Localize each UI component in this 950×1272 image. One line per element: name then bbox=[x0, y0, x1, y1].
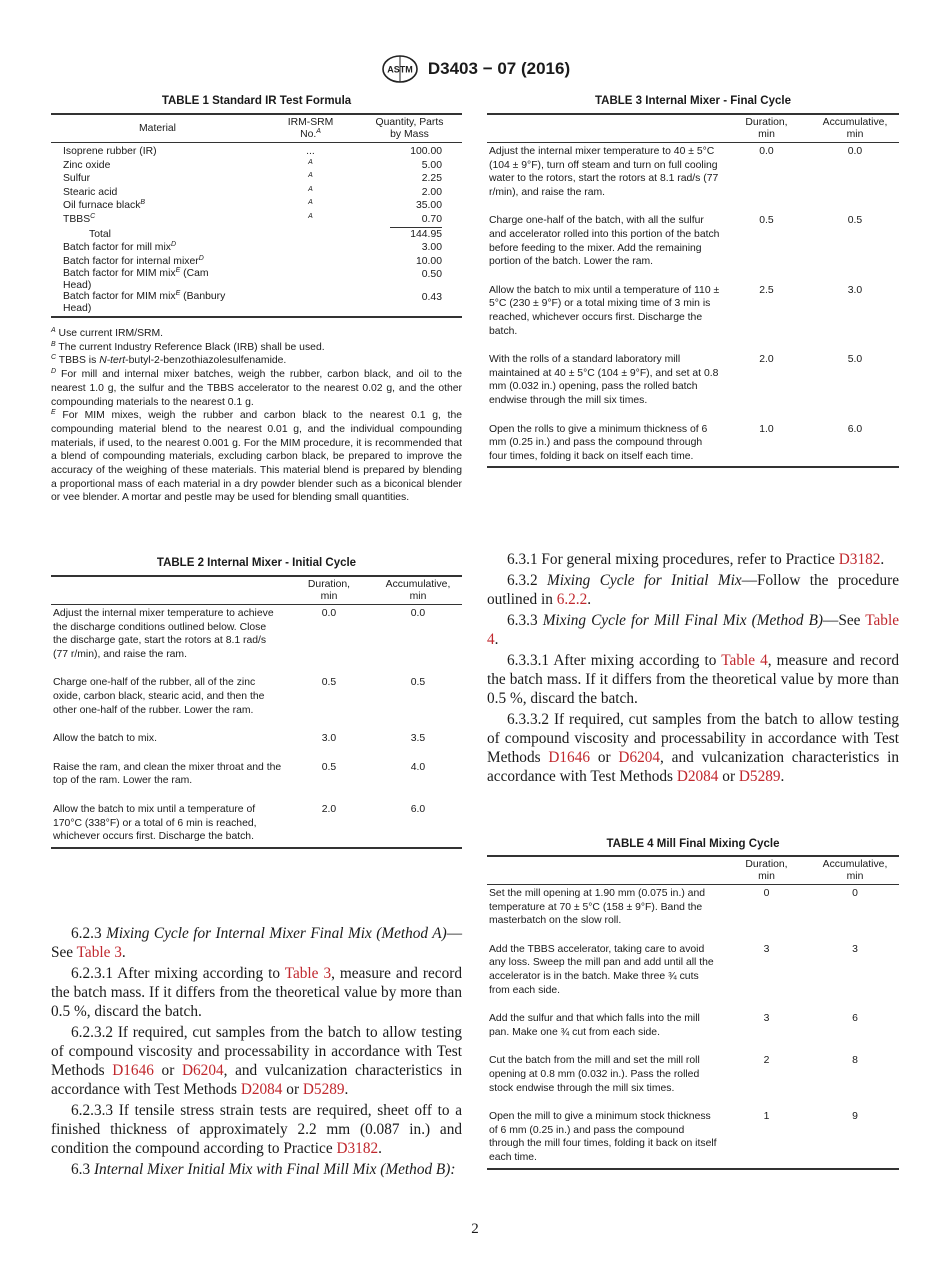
link-d2084[interactable]: D2084 bbox=[240, 1081, 283, 1098]
link-d5289[interactable]: D5289 bbox=[738, 768, 781, 785]
link-d6204[interactable]: D6204 bbox=[618, 749, 661, 766]
para-6-3: 6.3 Internal Mixer Initial Mix with Final Mill Mix (Method B): bbox=[71, 1161, 456, 1178]
page-number: 2 bbox=[471, 1221, 479, 1237]
link-table-3[interactable]: Table 3 bbox=[284, 965, 332, 982]
table1-col-irm: IRM-SRM No.$^A$ bbox=[264, 114, 357, 143]
table1-footnotes bbox=[51, 327, 462, 505]
table-row: Charge one-half of the rubber, all of the zinc oxide, carbon black, stearic acid, and then the other one-half of the rubber. Lower the ram. 0.5 0.5 bbox=[53, 677, 426, 716]
table-row: Add the TBBS accelerator, taking care to avoid any loss. Sweep the mill pan and add until all the accelerator is in the batch. Make three ¾ cuts from each side. 3 3 bbox=[489, 943, 858, 996]
table-row: Oil furnace black$^B$ $^A$ 35.00 bbox=[63, 199, 442, 212]
table1-col-quantity: Quantity, Parts by Mass bbox=[357, 114, 462, 143]
table-row: Batch factor for internal mixer$^D$ 10.00 bbox=[63, 254, 442, 267]
astm-logo bbox=[380, 54, 420, 84]
table-row: Stearic acid $^A$ 2.00 bbox=[63, 185, 442, 198]
footnote-a: $^A$ Use current IRM/SRM. bbox=[51, 327, 164, 339]
link-table-4[interactable]: Table 4 bbox=[721, 652, 768, 669]
link-d6204[interactable]: D6204 bbox=[181, 1062, 224, 1079]
link-table-3[interactable]: Table 3 bbox=[76, 944, 122, 961]
table-row: Open the mill to give a minimum stock thickness of 6 mm (0.25 in.) and pass the compound through the mill four times, folding it back on itself each time. 1 9 bbox=[487, 1110, 899, 1168]
table1 bbox=[51, 113, 462, 318]
link-6-2-2[interactable]: 6.2.2 bbox=[556, 591, 588, 608]
para-6-3-3-1: 6.3.3.1 After mixing according to Table 4, measure and record the batch mass. If it differs from the theoretical value by more than 0.5 %, discard the batch. bbox=[487, 652, 899, 707]
table-row: $TBBS^C$ $^A$ 0.70 bbox=[51, 213, 462, 228]
table2 bbox=[51, 575, 462, 849]
table3-col-accumulative: Accumulative, min bbox=[811, 114, 899, 143]
table-row: Allow the batch to mix. 3.0 3.5 bbox=[53, 733, 426, 745]
table4-col-accumulative: Accumulative, min bbox=[811, 856, 899, 885]
table-row: Zinc oxide $^A$ 5.00 bbox=[63, 158, 442, 171]
table2-col-accumulative: Accumulative, min bbox=[374, 576, 462, 605]
left-body-text bbox=[51, 924, 462, 1181]
para-6-3-1: 6.3.1 For general mixing procedures, refer to Practice D3182. bbox=[507, 551, 885, 568]
table1-col-material: Material bbox=[51, 114, 264, 143]
para-6-3-3-2: 6.3.3.2 If required, cut samples from the batch to allow testing of compound viscosity and processability in accordance with Test Methods D1646 or D6204, and vulcanization characteristics in accordance with Test Methods D2084 or D5289. bbox=[487, 711, 899, 785]
para-6-2-3-1: 6.2.3.1 After mixing according to Table 3, measure and record the batch mass. If it differs from the theoretical value by more than 0.5 %, discard the batch. bbox=[51, 965, 462, 1020]
table-row: Allow the batch to mix until a temperature of 170°C (338°F) or a total of 6 min is reached, whichever occurs first. Discharge the batch. 2.0 6.0 bbox=[51, 803, 462, 848]
table4-title: TABLE 4 Mill Final Mixing Cycle bbox=[606, 838, 780, 850]
table3-col-duration: Duration, min bbox=[722, 114, 811, 143]
table3-title: TABLE 3 Internal Mixer - Final Cycle bbox=[595, 95, 791, 107]
table-row: Sulfur $^A$ 2.25 bbox=[63, 172, 442, 185]
astm-logo-text: ASTM bbox=[387, 64, 413, 75]
table-row: Charge one-half of the batch, with all the sulfur and accelerator rolled into this portion of the batch before feeding to the mixer. Add the remaining portion of the batch. Lower the ram. 0.5 0.5 bbox=[489, 215, 863, 268]
table1-title: TABLE 1 Standard IR Test Formula bbox=[161, 95, 352, 107]
table-row: Cut the batch from the mill and set the mill roll opening at 0.8 mm (0.032 in.). Pass the rolled stock endwise through the mill six times. 2 8 bbox=[489, 1055, 858, 1094]
footnote-d: $^D$ For mill and internal mixer batches, weigh the rubber, carbon black, and oil to the nearest 1.0 g, the sulfur and the TBBS accelerator to the nearest 0.02 g, and the other compounding materials to the nearest 0.1 g. bbox=[51, 368, 462, 408]
link-d5289[interactable]: D5289 bbox=[302, 1081, 345, 1098]
footnote-c: $^C$ TBBS is N-tert-butyl-2-benzothiazolesulfenamide. bbox=[51, 354, 287, 367]
page-header bbox=[0, 54, 950, 84]
table-row: Set the mill opening at 1.90 mm (0.075 in.) and temperature at 70 ± 5°C (158 ± 9°F). Band the masterbatch on the slow roll. 0 0 bbox=[489, 888, 858, 927]
para-6-3-3: 6.3.3 Mixing Cycle for Mill Final Mix (Method B)—See Table 4. bbox=[487, 612, 899, 648]
para-6-2-3-3: 6.2.3.3 If tensile stress strain tests are required, sheet off to a finished thickness of approximately 2.2 mm (0.087 in.) and condition the compound according to Practice D3182. bbox=[51, 1102, 462, 1157]
link-d1646[interactable]: D1646 bbox=[112, 1062, 154, 1079]
table-row: With the rolls of a standard laboratory mill maintained at 40 ± 5°C (104 ± 9°F), and set at 0.8 mm (0.032 in.) opening, pass the rolled batch endwise through the mill six times. 2.0 5.0 bbox=[489, 354, 863, 406]
table4-col-duration: Duration, min bbox=[722, 856, 811, 885]
link-d3182[interactable]: D3182 bbox=[336, 1140, 379, 1157]
link-d2084[interactable]: D2084 bbox=[676, 768, 719, 785]
table-row: Total 144.95 bbox=[89, 228, 442, 240]
table2-col-duration: Duration, min bbox=[284, 576, 374, 605]
table-row: Add the sulfur and that which falls into the mill pan. Make one ¾ cut from each side. 3 6 bbox=[489, 1013, 858, 1038]
table2-title: TABLE 2 Internal Mixer - Initial Cycle bbox=[156, 557, 357, 569]
table-row: Open the rolls to give a minimum thickness of 6 mm (0.25 in.) and pass the compound through four times, folding it back on itself each time. 1.0 6.0 bbox=[487, 423, 899, 468]
link-d3182[interactable]: D3182 bbox=[838, 551, 881, 568]
link-d1646[interactable]: D1646 bbox=[548, 749, 591, 766]
para-6-2-3-2: 6.2.3.2 If required, cut samples from the batch to allow testing of compound viscosity and processability in accordance with Test Methods D1646 or D6204, and vulcanization characteristics in accordance with Test Methods D2084 or D5289. bbox=[51, 1024, 462, 1098]
table3 bbox=[487, 113, 899, 468]
table-row: Batch factor for mill mix$^D$ 3.00 bbox=[63, 241, 442, 254]
table-row: Raise the ram, and clean the mixer throat and the top of the ram. Lower the ram. 0.5 4.0 bbox=[53, 761, 426, 787]
footnote-b: $^B$ The current Industry Reference Black (IRB) shall be used. bbox=[51, 340, 325, 353]
table4 bbox=[487, 855, 899, 1170]
table-row: Isoprene rubber (IR) ... 100.00 bbox=[63, 146, 442, 157]
footnote-e: $^E$ For MIM mixes, weigh the rubber and carbon black to the nearest 0.1 g, the compounding material blend to the nearest 0.01 g, and the individual compounding materials, if used, to the nearest 0.001 g. For the MIM procedure, it is recommended that a blend of compounding materials, excluding carbon black, be prepared to improve the accuracy of the weighing of these materials. This material blend is prepared by blending a proportional mass of each material in a dry powder blender such as a biconical blender or vee blender. A mortar and pestle may be used for blending small quantities. bbox=[51, 409, 462, 504]
right-body-text bbox=[487, 550, 899, 788]
table-row: Adjust the internal mixer temperature to achieve the discharge conditions outlined below. Close the discharge gate, start the rotors at 8.1 rad/s (77 r/min), and raise the ram. 0.0 0.0 bbox=[53, 608, 426, 660]
para-6-2-3: 6.2.3 Mixing Cycle for Internal Mixer Final Mix (Method A)—See Table 3. bbox=[51, 925, 463, 961]
para-6-3-2: 6.3.2 Mixing Cycle for Initial Mix—Follow the procedure outlined in 6.2.2. bbox=[487, 572, 899, 608]
table-row: Batch factor for MIM mix$^E$ (Cam Head) 0.50 bbox=[63, 267, 442, 291]
table-row: Batch factor for MIM mix$^E$ (Banbury Head) 0.43 bbox=[51, 291, 462, 317]
table-row: Allow the batch to mix until a temperature of 110 ± 5°C (230 ± 9°F) or a total mixing time of 3 min is reached, whichever occurs first. Discharge the batch. 2.5 3.0 bbox=[489, 284, 863, 337]
table-row: Adjust the internal mixer temperature to 40 ± 5°C (104 ± 9°F), turn off steam and turn on full cooling water to the rotors, start the rotors at 8.1 rad/s (77 r/min), and raise the ram. 0.0 0.0 bbox=[489, 146, 863, 198]
link-table-4[interactable]: Table 4 bbox=[487, 612, 899, 648]
document-designation: D3403 − 07 (2016) bbox=[427, 59, 571, 78]
